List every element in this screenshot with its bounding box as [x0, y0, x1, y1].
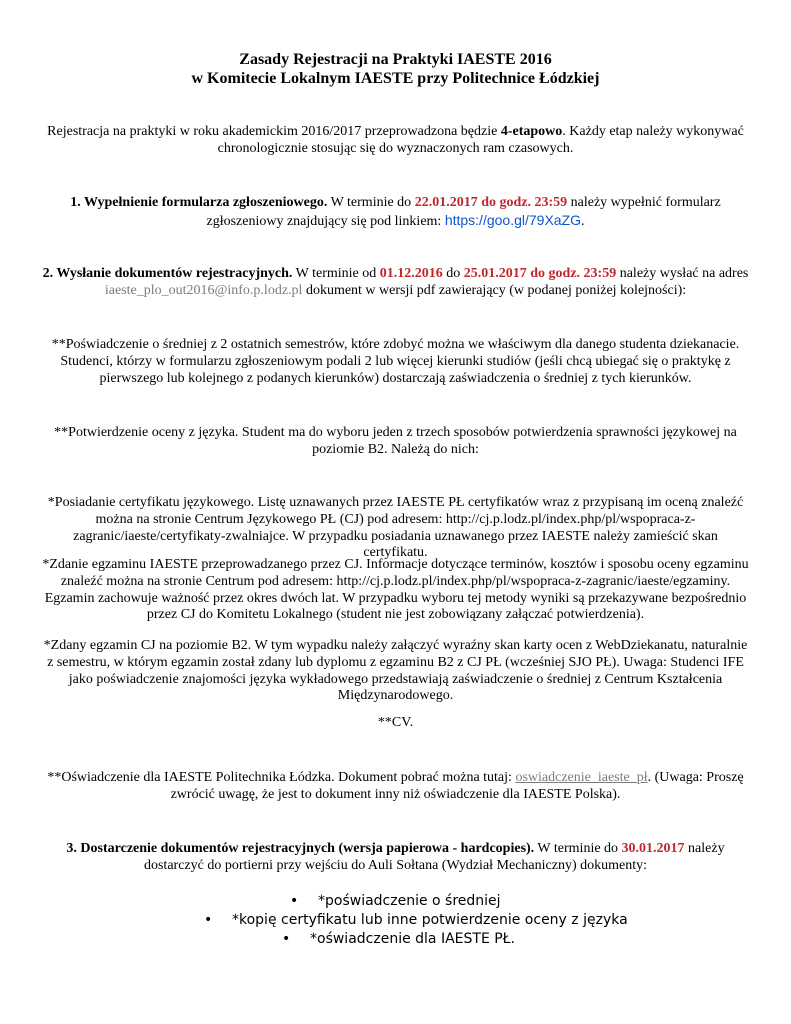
- bullet-icon: •: [282, 931, 291, 947]
- document-title-line-1: Zasady Rejestracji na Praktyki IAESTE 2016: [239, 51, 552, 68]
- step-1-heading: 1. Wypełnienie formularza zgłoszeniowego.: [70, 195, 328, 210]
- bullet-icon: •: [204, 912, 213, 928]
- bullet-icon: •: [290, 893, 299, 909]
- intro-paragraph: Rejestracja na praktyki w roku akademickim 2016/2017 przeprowadzona będzie 4-etapowo. Każdy etap należy wykonywać chronologicznie stosując się do wyznaczonych ram czasowych.: [47, 124, 744, 156]
- step-3-deadline: 30.01.2017: [621, 841, 685, 856]
- form-link[interactable]: https://goo.gl/79XaZG: [444, 211, 582, 228]
- language-confirmation-paragraph: **Potwierdzenie oceny z języka. Student ma do wyboru jeden z trzech sposobów potwierdzenia sprawności językowej na poziomie B2. Należą do nich:: [54, 425, 737, 457]
- declaration-link[interactable]: oswiadczenie_iaeste_pł: [515, 770, 648, 785]
- step-2-date-to: 25.01.2017 do godz. 23:59: [463, 266, 617, 281]
- email-address[interactable]: iaeste_plo_out2016@info.p.lodz.pl: [104, 282, 303, 298]
- exam-option-paragraph: *Zdanie egzaminu IAESTE przeprowadzanego przez CJ. Informacje dotyczące terminów, kosztów i sposobu oceny egzaminu znaleźć można na stronie Centrum pod adresem: http://cj.p.lodz.pl/index.php/pl/wspopraca-z-zagranic/iaeste/egzaminy. Egzamin zachowuje ważność przez okres dwóch lat. W przypadku wyboru tej metody wyniki są przekazywane bezpośrednio przez CJ do Komitetu Lokalnego (student nie jest zobowiązany załączać potwierdzenia).: [42, 557, 749, 623]
- certificate-option-paragraph: *Posiadanie certyfikatu językowego. Listę uznawanych przez IAESTE PŁ certyfikatów wraz z przypisaną im oceną znaleźć można na stronie Centrum Językowego PŁ (CJ) pod adresem: http://cj.p.lodz.pl/index.php/pl/wspopraca-z-zagranic/iaeste/certyfikaty-zwalniajce. W przypadku posiadania uznawanego przez IAESTE należy zamieścić skan certyfikatu.: [47, 495, 744, 561]
- average-certificate-paragraph: **Poświadczenie o średniej z 2 ostatnich semestrów, które zdobyć można we właściwym dla danego studenta dziekanacie. Studenci, którzy w formularzu zgłoszeniowym podali 2 lub więcej kierunki studiów (jeśli chcą ubiegać się o praktykę z pierwszego lub kolejnego z podanych kierunków) dostarczają zaświadczenia o średniej z tych kierunków.: [51, 337, 740, 386]
- list-item: • *kopię certyfikatu lub inne potwierdzenie oceny z języka: [204, 912, 628, 928]
- cv-item: **CV.: [377, 715, 414, 730]
- step-3-heading: 3. Dostarczenie dokumentów rejestracyjnych (wersja papierowa - hardcopies).: [66, 841, 535, 856]
- step-2-paragraph: 2. Wysłanie dokumentów rejestracyjnych. W terminie od 01.12.2016 do 25.01.2017 do godz. 23:59 należy wysłać na adres iaeste_plo_out2016@info.p.lodz.pl dokument w wersji pdf zawierający (w podanej poniżej kolejności):: [42, 266, 749, 298]
- step-2-date-from: 01.12.2016: [379, 266, 443, 281]
- declaration-paragraph: **Oświadczenie dla IAESTE Politechnika Łódzka. Dokument pobrać można tutaj: oswiadczenie_iaeste_pł. (Uwaga: Proszę zwrócić uwagę, że jest to dokument inny niż oświadczenie dla IAESTE Polska).: [47, 770, 744, 802]
- cj-exam-option-paragraph: *Zdany egzamin CJ na poziomie B2. W tym wypadku należy załączyć wyraźny skan karty ocen z WebDziekanatu, naturalnie z semestru, w którym egzamin został zdany lub dyplomu z egzaminu B2 z CJ PŁ (wcześniej SJO PŁ). Uwaga: Studenci IFE jako poświadczenie znajomości języka wykładowego przedstawiają zaświadczenie o średniej z Centrum Kształcenia Międzynarodowego.: [43, 638, 748, 704]
- document-title-line-2: w Komitecie Lokalnym IAESTE przy Politechnice Łódzkiej: [191, 70, 600, 87]
- list-item: • *poświadczenie o średniej: [290, 893, 501, 909]
- step-1-deadline: 22.01.2017 do godz. 23:59: [414, 195, 568, 210]
- step-3-paragraph: 3. Dostarczenie dokumentów rejestracyjnych (wersja papierowa - hardcopies). W terminie do 30.01.2017 należy dostarczyć do portierni przy wejściu do Auli Sołtana (Wydział Mechaniczny) dokumenty:: [66, 841, 725, 873]
- step-1-paragraph: 1. Wypełnienie formularza zgłoszeniowego. W terminie do 22.01.2017 do godz. 23:59 należy wypełnić formularz zgłoszeniowy znajdujący się pod linkiem: https://goo.gl/79XaZG.: [70, 195, 721, 229]
- list-item: • *oświadczenie dla IAESTE PŁ.: [282, 931, 516, 947]
- step-2-heading: 2. Wysłanie dokumentów rejestracyjnych.: [42, 266, 293, 281]
